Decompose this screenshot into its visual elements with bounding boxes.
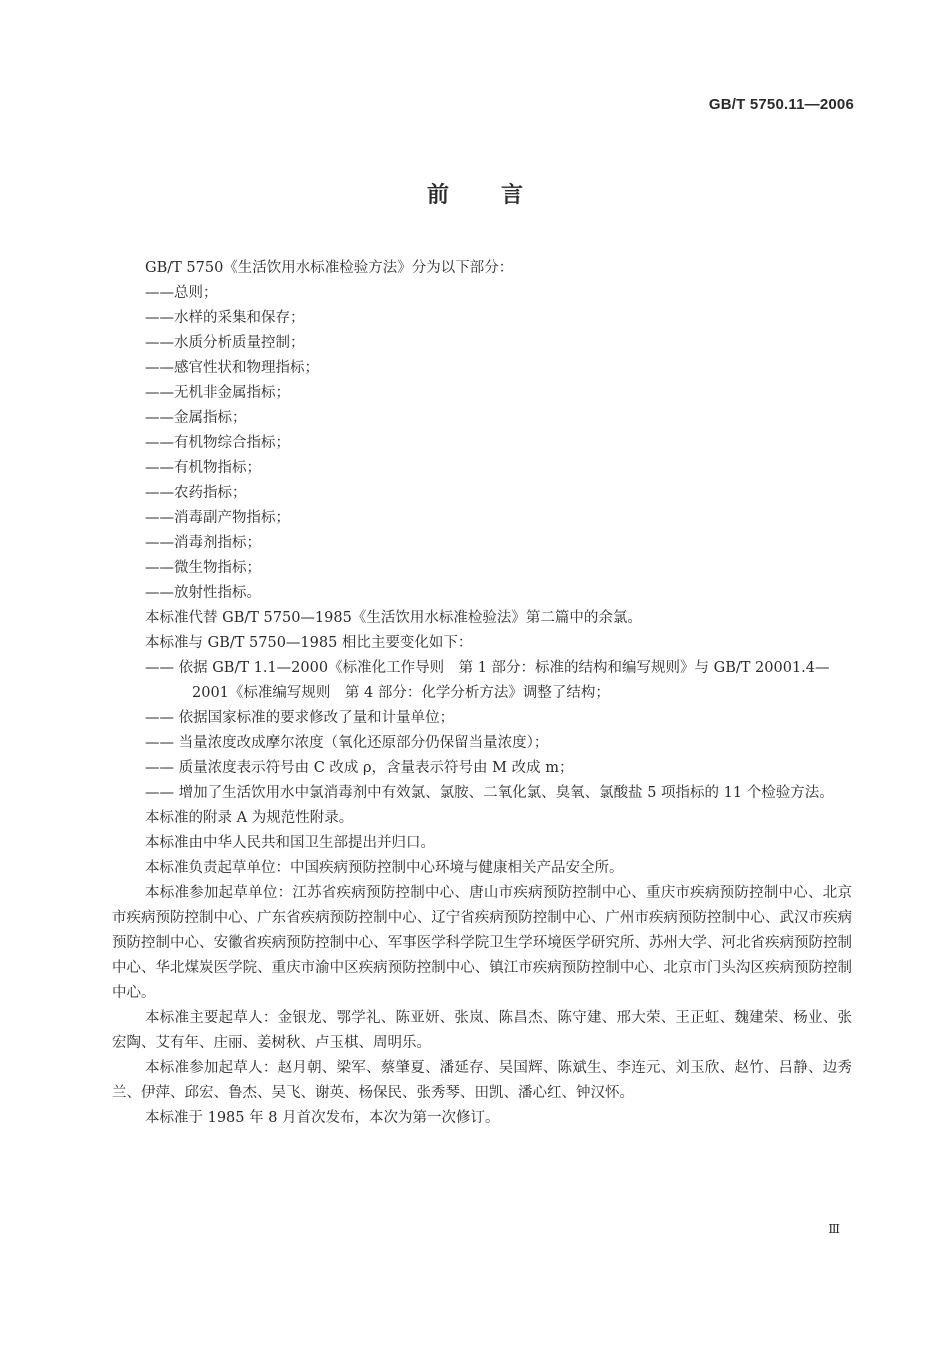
list-item: ——总则； [145, 285, 218, 301]
drafting-unit: 本标准负责起草单位：中国疾病预防控制中心环境与健康相关产品安全所。 [145, 860, 624, 876]
standard-code: GB/T 5750.11—2006 [708, 96, 854, 113]
list-item: ——消毒副产物指标； [145, 510, 290, 526]
list-item: ——水样的采集和保存； [145, 310, 305, 326]
list-item: ——金属指标； [145, 410, 247, 426]
page-number: Ⅲ [828, 1222, 840, 1236]
release-history: 本标准于 1985 年 8 月首次发布，本次为第一次修订。 [145, 1110, 500, 1126]
list-item: —— 质量浓度表示符号由 C 改成 ρ，含量表示符号由 M 改成 m； [145, 760, 574, 776]
participating-units: 本标准参加起草单位：江苏省疾病预防控制中心、唐山市疾病预防控制中心、重庆市疾病预防控制中心、北京市疾病预防控制中心、广东省疾病预防控制中心、辽宁省疾病预防控制中心、广州市疾病预防控制中心、武汉市疾病预防控制中心、安徽省疾病预防控制中心、军事医学科学院卫生学环境医学研究所、苏州大学、河北省疾病预防控制中心、华北煤炭医学院、重庆市渝中区疾病预防控制中心、镇江市疾病预防控制中心、北京市门头沟区疾病预防控制中心。 [112, 885, 852, 1001]
list-item: ——有机物指标； [145, 460, 261, 476]
list-item: —— 依据 GB/T 1.1—2000《标准化工作导则 第 1 部分：标准的结构和编写规则》与 GB/T 20001.4—2001《标准编写规则 第 4 部分：化学分析方法》调整了结构； [145, 660, 830, 701]
list-item: ——消毒剂指标； [145, 535, 261, 551]
list-item: ——感官性状和物理指标； [145, 360, 319, 376]
list-item: ——无机非金属指标； [145, 385, 290, 401]
list-item: ——农药指标； [145, 485, 247, 501]
proposer-note: 本标准由中华人民共和国卫生部提出并归口。 [145, 835, 435, 851]
list-item: —— 依据国家标准的要求修改了量和计量单位； [145, 710, 455, 726]
list-item: —— 增加了生活饮用水中氯消毒剂中有效氯、氯胺、二氧化氯、臭氧、氯酸盐 5 项指标的 11 个检验方法。 [145, 785, 834, 801]
participating-drafters: 本标准参加起草人：赵月朝、梁军、蔡肇夏、潘延存、吴国辉、陈斌生、李连元、刘玉欣、赵竹、吕静、边秀兰、伊萍、邱宏、鲁杰、吴飞、谢英、杨保民、张秀琴、田凯、潘心红、钟汉怀。 [112, 1060, 852, 1101]
replaces-text: 本标准代替 GB/T 5750—1985《生活饮用水标准检验法》第二篇中的余氯。 [145, 610, 642, 626]
annex-note: 本标准的附录 A 为规范性附录。 [145, 810, 354, 826]
list-item: ——有机物综合指标； [145, 435, 290, 451]
parts-list [112, 281, 852, 606]
list-item: —— 当量浓度改成摩尔浓度（氧化还原部分仍保留当量浓度）； [145, 735, 549, 751]
page-title: 前言 [426, 182, 575, 208]
main-drafters: 本标准主要起草人：金银龙、鄂学礼、陈亚妍、张岚、陈昌杰、陈守建、邢大荣、王正虹、魏建荣、杨业、张宏陶、艾有年、庄丽、姜树秋、卢玉棋、周明乐。 [112, 1010, 852, 1051]
changes-list [112, 656, 852, 806]
list-item: ——放射性指标。 [145, 585, 261, 601]
intro-text: GB/T 5750《生活饮用水标准检验方法》分为以下部分： [145, 260, 514, 276]
list-item: ——微生物指标； [145, 560, 261, 576]
list-item: ——水质分析质量控制； [145, 335, 305, 351]
changes-intro: 本标准与 GB/T 5750—1985 相比主要变化如下： [145, 635, 473, 651]
preface-body [112, 256, 852, 1131]
